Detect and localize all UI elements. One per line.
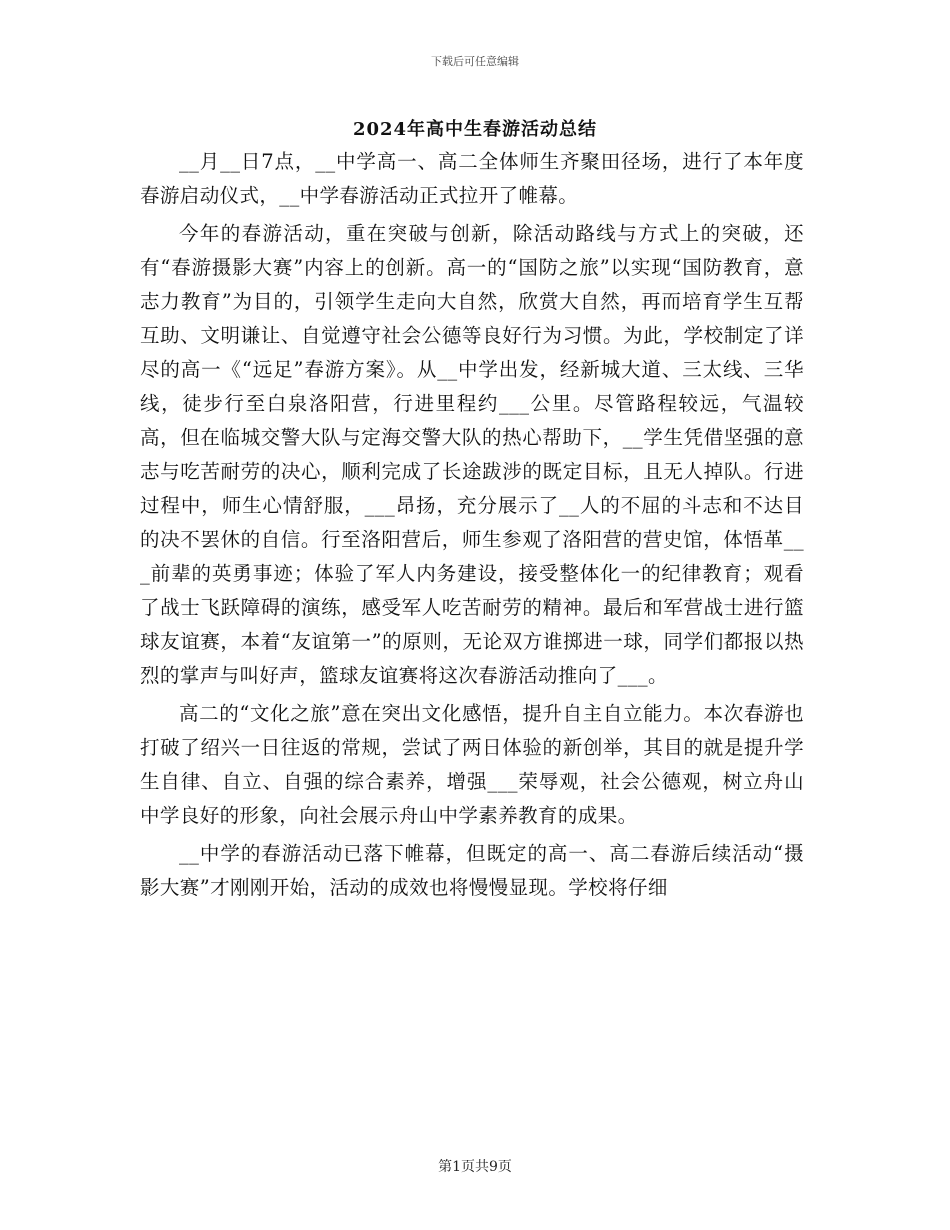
document-title: 2024年高中生春游活动总结 xyxy=(352,119,598,140)
document-body xyxy=(140,145,804,909)
paragraph-opening: __月__日7点，__中学高一、高二全体师生齐聚田径场，进行了本年度春游启动仪式，__中学春游活动正式拉开了帷幕。 xyxy=(140,150,804,207)
paragraph-closing: __中学的春游活动已落下帷幕，但既定的高一、高二春游后续活动“摄影大赛”才刚刚开始，活动的成效也将慢慢显现。学校将仔细 xyxy=(140,842,804,899)
page-number: 第1页共9页 xyxy=(438,1159,512,1175)
paragraph-grade-one-trip: 今年的春游活动，重在突破与创新，除活动路线与方式上的突破，还有“春游摄影大赛”内容上的创新。高一的“国防之旅”以实现“国防教育，意志力教育”为目的，引领学生走向大自然，欣赏大自然，再而培育学生互帮互助、文明谦让、自觉遵守社会公德等良好行为习惯。为此，学校制定了详尽的高一《“远足”春游方案》。从__中学出发，经新城大道、三太线、三华线，徒步行至白泉洛阳营，行进里程约___公里。尽管路程较远，气温较高，但在临城交警大队与定海交警大队的热心帮助下，__学生凭借坚强的意志与吃苦耐劳的决心，顺利完成了长途跋涉的既定目标，且无人掉队。行进过程中，师生心情舒服，___昂扬，充分展示了__人的不屈的斗志和不达目的决不罢休的自信。行至洛阳营后，师生参观了洛阳营的营史馆，体悟革___前辈的英勇事迹；体验了军人内务建设，接受整体化一的纪律教育；观看了战士飞跃障碍的演练，感受军人吃苦耐劳的精神。最后和军营战士进行篮球友谊赛，本着“友谊第一”的原则，无论双方谁掷进一球，同学们都报以热烈的掌声与叫好声，篮球友谊赛将这次春游活动推向了___。 xyxy=(140,222,804,687)
paragraph-grade-two-trip: 高二的“文化之旅”意在突出文化感悟，提升自主自立能力。本次春游也打破了绍兴一日往返的常规，尝试了两日体验的新创举，其目的就是提升学生自律、自立、自强的综合素养，增强___荣辱观，社会公德观，树立舟山中学良好的形象，向社会展示舟山中学素养教育的成果。 xyxy=(140,702,804,827)
header-note: 下载后可任意编辑 xyxy=(431,55,519,68)
